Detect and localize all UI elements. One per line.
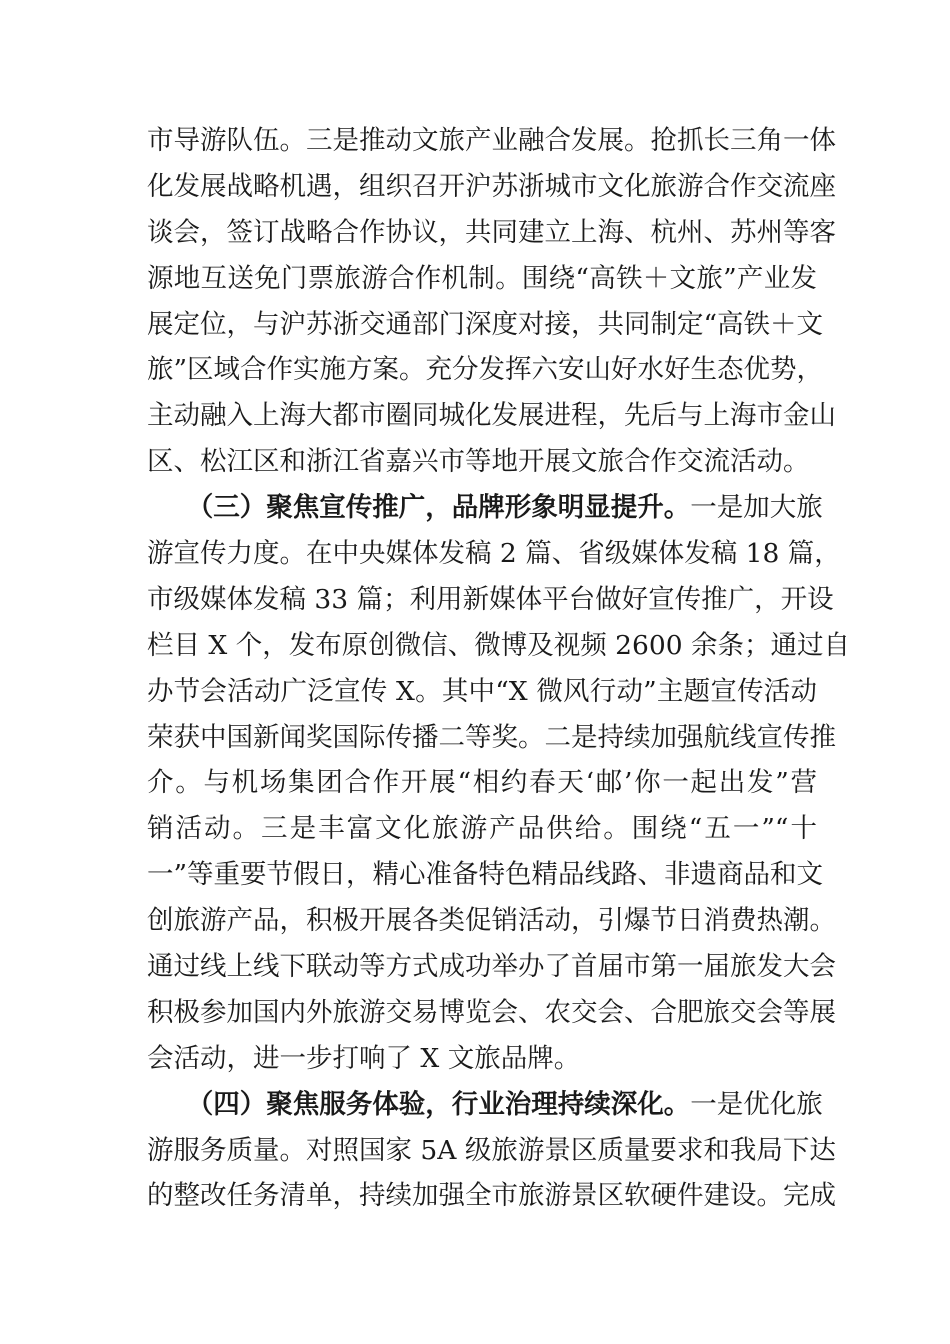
- text-line-2: 化发展战略机遇，组织召开沪苏浙城市文化旅游合作交流座: [147, 170, 836, 202]
- text-line-14: 荣获中国新闻奖国际传播二等奖。二是持续加强航线宣传推: [147, 721, 836, 753]
- text-line-20: 积极参加国内外旅游交易博览会、农交会、合肥旅交会等展: [147, 996, 836, 1028]
- text-line-16: 销活动。三是丰富文化旅游产品供给。围绕“五一”“十: [147, 813, 817, 845]
- section-four-lead: 一是优化旅: [690, 1088, 823, 1120]
- text-line-15: 介。与机场集团合作开展“相约春天‘邮’你一起出发”营: [147, 767, 817, 799]
- document-body: [147, 118, 851, 1219]
- text-line-18: 创旅游产品，积极开展各类促销活动，引爆节日消费热潮。: [147, 905, 836, 937]
- text-line-17: 一”等重要节假日，精心准备特色精品线路、非遗商品和文: [147, 859, 824, 891]
- text-line-4: 源地互送免门票旅游合作机制。围绕“高铁＋文旅”产业发: [147, 262, 817, 294]
- text-line-11: 市级媒体发稿 33 篇；利用新媒体平台做好宣传推广，开设: [147, 583, 834, 615]
- text-line-13: 办节会活动广泛宣传 X。其中“X 微风行动”主题宣传活动: [147, 675, 817, 707]
- text-line-8: 区、松江区和浙江省嘉兴市等地开展文旅合作交流活动。: [147, 446, 810, 478]
- text-line-7: 主动融入上海大都市圈同城化发展进程，先后与上海市金山: [147, 400, 836, 432]
- text-line-6: 旅”区域合作实施方案。充分发挥六安山好水好生态优势，: [147, 354, 824, 386]
- text-line-21: 会活动，进一步打响了 X 文旅品牌。: [147, 1042, 581, 1074]
- text-line-23: 游服务质量。对照国家 5A 级旅游景区质量要求和我局下达: [147, 1134, 836, 1166]
- text-line-3: 谈会，签订战略合作协议，共同建立上海、杭州、苏州等客: [147, 216, 836, 248]
- text-line-19: 通过线上线下联动等方式成功举办了首届市第一届旅发大会: [147, 951, 836, 983]
- section-three-lead: 一是加大旅: [690, 492, 823, 524]
- section-four-heading: （四）聚焦服务体验，行业治理持续深化。: [147, 1088, 691, 1120]
- text-line-5: 展定位，与沪苏浙交通部门深度对接，共同制定“高铁＋文: [147, 308, 824, 340]
- section-three-heading: （三）聚焦宣传推广，品牌形象明显提升。: [147, 492, 691, 524]
- text-line-10: 游宣传力度。在中央媒体发稿 2 篇、省级媒体发稿 18 篇，: [147, 538, 841, 570]
- text-line-24: 的整改任务清单，持续加强全市旅游景区软硬件建设。完成: [147, 1180, 836, 1212]
- section-three-heading-line: [147, 485, 823, 531]
- text-line-12: 栏目 X 个，发布原创微信、微博及视频 2600 余条；通过自: [147, 629, 851, 661]
- section-four-heading-line: [147, 1082, 823, 1128]
- text-line-1: 市导游队伍。三是推动文旅产业融合发展。抢抓长三角一体: [147, 125, 836, 156]
